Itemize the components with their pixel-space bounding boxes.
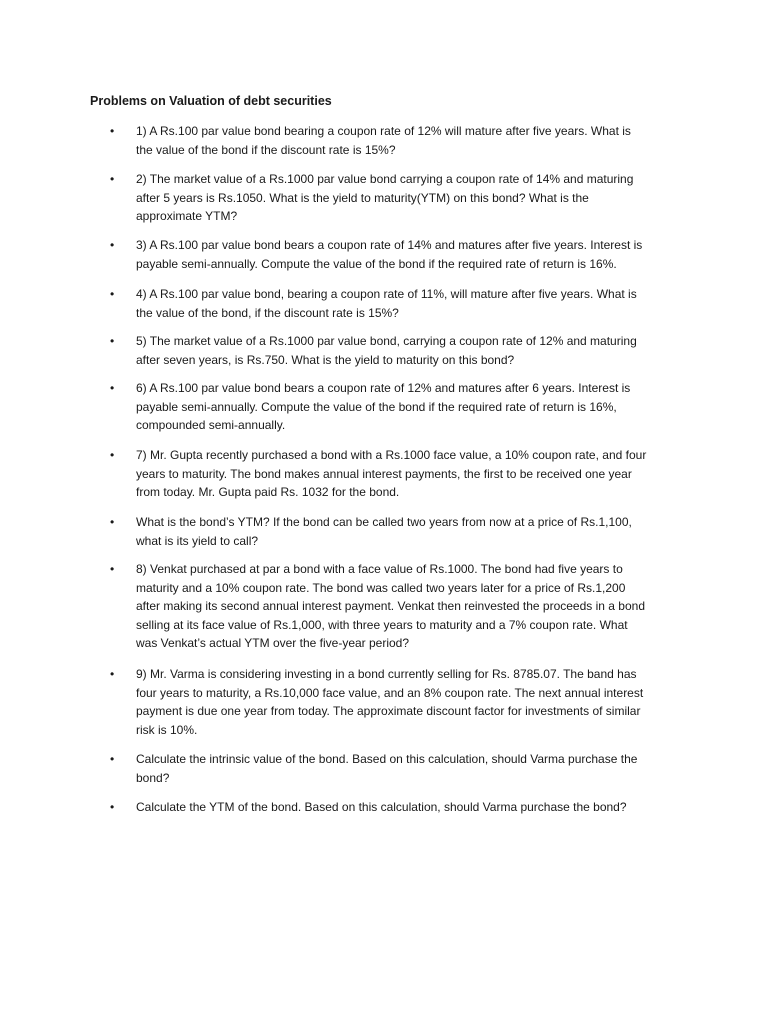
bullet-icon: •	[110, 800, 115, 814]
list-item-text: 3) A Rs.100 par value bond bears a coupon rate of 14% and matures after five years. Interest is payable semi-annually. Compute the value of the bond if the required rate of return is 16%.	[136, 238, 643, 271]
bullet-icon: •	[110, 334, 115, 348]
list-item-text: 6) A Rs.100 par value bond bears a coupon rate of 12% and matures after 6 years. Interest is payable semi-annually. Compute the value of the bond if the required rate of return is 16%, compounded semi-annually.	[136, 381, 631, 433]
list-item-text: 8) Venkat purchased at par a bond with a face value of Rs.1000. The bond had five years to maturity and a 10% coupon rate. The bond was called two years later for a price of Rs.1,200 after making its second annual interest payment. Venkat then reinvested the proceeds in a bond selling at its face value of Rs.1,000, with three years to maturity and a 7% coupon rate. What was Venkat’s actual YTM over the five-year period?	[136, 562, 645, 651]
list-item-text: 1) A Rs.100 par value bond bearing a coupon rate of 12% will mature after five years. What is the value of the bond if the discount rate is 15%?	[136, 124, 631, 157]
bullet-icon: •	[110, 752, 115, 766]
bullet-icon: •	[110, 124, 115, 138]
list-item-text: Calculate the YTM of the bond. Based on this calculation, should Varma purchase the bond?	[136, 800, 627, 814]
list-item-text: Calculate the intrinsic value of the bond. Based on this calculation, should Varma purchase the bond?	[136, 752, 638, 785]
list-item-text: 9) Mr. Varma is considering investing in a bond currently selling for Rs. 8785.07. The band has four years to maturity, a Rs.10,000 face value, and an 8% coupon rate. The next annual interest payment is due one year from today. The approximate discount factor for investments of similar risk is 10%.	[136, 667, 644, 737]
bullet-icon: •	[110, 287, 115, 301]
list-item-text: 2) The market value of a Rs.1000 par value bond carrying a coupon rate of 14% and maturing after 5 years is Rs.1050. What is the yield to maturity(YTM) on this bond? What is the approximate YTM?	[136, 172, 634, 224]
list-item-text: 4) A Rs.100 par value bond, bearing a coupon rate of 11%, will mature after five years. What is the value of the bond, if the discount rate is 15%?	[136, 287, 637, 320]
bullet-icon: •	[110, 381, 115, 395]
bullet-icon: •	[110, 238, 115, 252]
document-title: Problems on Valuation of debt securities	[90, 94, 332, 108]
list-item-text: What is the bond’s YTM? If the bond can be called two years from now at a price of Rs.1,100, what is its yield to call?	[136, 515, 632, 548]
bullet-icon: •	[110, 448, 115, 462]
bullet-icon: •	[110, 172, 115, 186]
list-item-text: 5) The market value of a Rs.1000 par value bond, carrying a coupon rate of 12% and maturing after seven years, is Rs.750. What is the yield to maturity on this bond?	[136, 334, 637, 367]
bullet-icon: •	[110, 667, 115, 681]
bullet-icon: •	[110, 562, 115, 576]
bullet-icon: •	[110, 515, 115, 529]
list-item-text: 7) Mr. Gupta recently purchased a bond with a Rs.1000 face value, a 10% coupon rate, and four years to maturity. The bond makes annual interest payments, the first to be received one year from today. Mr. Gupta paid Rs. 1032 for the bond.	[136, 448, 647, 500]
